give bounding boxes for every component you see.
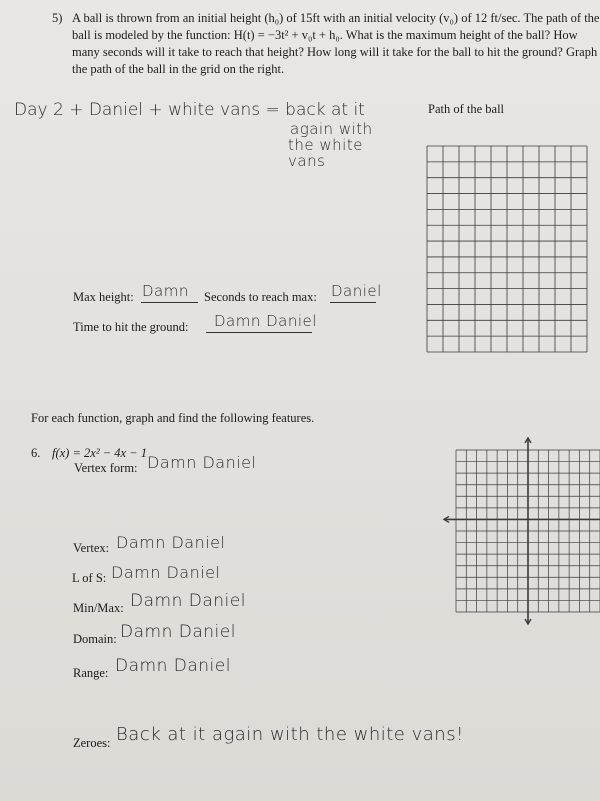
zeroes-answer[interactable]: Back at it again with the white vans! [116,724,464,745]
los-answer[interactable]: Damn Daniel [111,563,221,582]
max-height-line [141,302,198,303]
doodle-line-3: the white [288,136,363,154]
vertex-answer[interactable]: Damn Daniel [116,533,226,552]
minmax-answer[interactable]: Damn Daniel [130,591,246,611]
range-label: Range: [73,666,109,680]
problem-5-number: 5) [52,11,63,25]
coordinate-plane-grid[interactable] [442,436,600,626]
vertex-form-answer[interactable]: Damn Daniel [147,453,257,472]
range-answer[interactable]: Damn Daniel [115,656,231,676]
ground-time-answer[interactable]: Damn Daniel [214,312,317,330]
problem-5-line-1: A ball is thrown from an initial height (h₀) of 15ft with an initial velocity (v₀) of 12 ft/sec. The path of the [72,11,600,25]
domain-answer[interactable]: Damn Daniel [120,622,236,642]
section-instructions: For each function, graph and find the following features. [31,411,315,425]
seconds-to-max-line [330,302,376,303]
vertex-form-label: Vertex form: [74,461,138,475]
doodle-line-4: vans [288,152,326,170]
ground-time-line [206,332,312,333]
domain-label: Domain: [73,632,117,646]
problem-5-line-2: ball is modeled by the function: H(t) = −3t² + v₀t + h₀. What is the maximum height of the ball? How [72,28,578,42]
ball-path-grid[interactable] [427,146,587,352]
doodle-line-1: Day 2 + Daniel + white vans = back at it [14,100,365,120]
seconds-to-max-answer[interactable]: Daniel [331,282,382,300]
problem-6-number: 6. [31,446,41,460]
max-height-label: Max height: [73,290,134,304]
zeroes-label: Zeroes: [73,736,111,750]
vertex-label: Vertex: [73,541,110,555]
minmax-label: Min/Max: [73,601,124,615]
los-label: L of S: [72,571,107,585]
problem-6-function: f(x) = 2x² − 4x − 1 [52,446,147,460]
max-height-answer[interactable]: Damn [142,282,189,300]
graph-title: Path of the ball [428,102,505,116]
doodle-line-2: again with [290,120,373,138]
problem-5-line-4: the path of the ball in the grid on the right. [72,62,285,76]
problem-5-line-3: many seconds will it take to reach that height? How long will it take for the ball to hit the ground? Graph [72,45,598,59]
seconds-to-max-label: Seconds to reach max: [204,290,317,304]
ground-time-label: Time to hit the ground: [73,320,189,334]
